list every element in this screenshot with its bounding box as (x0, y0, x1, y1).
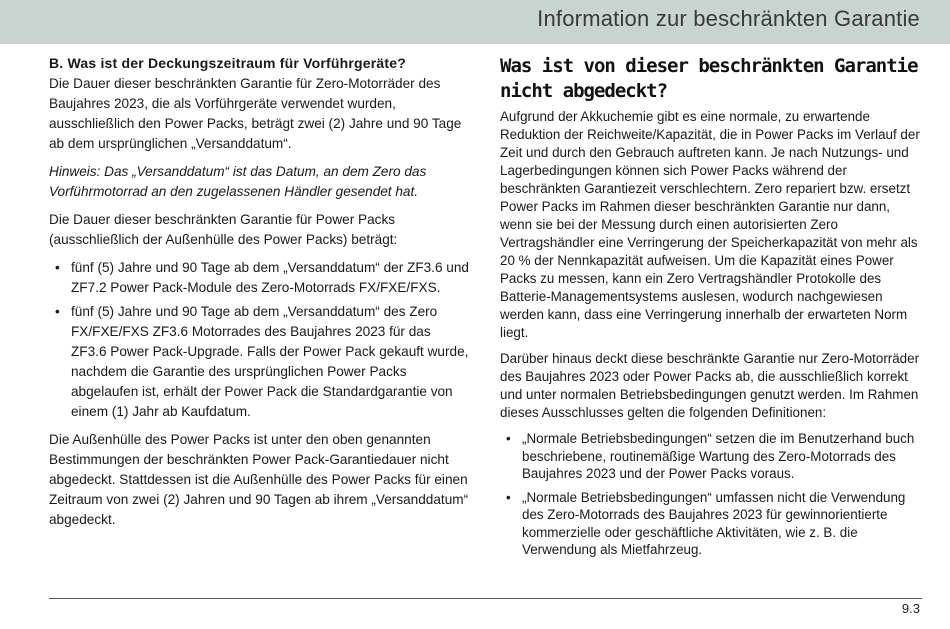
note-shipping-date: Hinweis: Das „Versanddatum“ ist das Datum, an dem Zero das Vorführmotorrad an den zugelassenen Händler gesendet hat. (49, 164, 427, 199)
list-item (49, 258, 469, 298)
page-header (0, 0, 950, 44)
bullet-icon: • (55, 260, 60, 275)
bullet-icon: • (506, 431, 511, 446)
list-item-text: „Normale Betriebsbedingungen“ setzen die im Benutzerhand buch beschriebene, routinemäßige Wartung des Zero-Motorrads des Baujahres 2023 und der Power Packs voraus. (522, 431, 915, 481)
header-title: Information zur beschränkten Garantie (537, 6, 920, 31)
list-item-text: fünf (5) Jahre und 90 Tage ab dem „Versanddatum“ des Zero FX/FXE/FXS ZF3.6 Motorrades des Baujahres 2023 für das ZF3.6 Power Pack-Upgrade. Falls der Power Pack gekauft wurde, nachdem die Garantie des ursprünglichen Power Packs abgelaufen ist, erhält der Power Pack die Standardgarantie von einem (1) Jahr ab Kaufdatum. (71, 304, 469, 419)
list-item (500, 489, 924, 559)
bullet-list-power-pack-terms (49, 258, 469, 422)
section-heading-demo-coverage: B. Was ist der Deckungszeitraum für Vorführgeräte? (49, 55, 406, 71)
list-item-text: fünf (5) Jahre und 90 Tage ab dem „Versanddatum“ der ZF3.6 und ZF7.2 Power Pack-Module des Zero-Motorrads FX/FXE/FXS. (71, 260, 469, 295)
bullet-icon: • (55, 304, 60, 319)
paragraph-battery-degradation: Aufgrund der Akkuchemie gibt es eine normale, zu erwartende Reduktion der Reichweite/Kapazität, die in Power Packs im Verlauf der Zeit und durch den Gebrauch auftreten kann. Je nach Nutzungs- und Lagerbedingungen können sich Power Packs während der beschränkten Garantiezeit verschlechtern. Zero repariert bzw. ersetzt Power Packs im Rahmen dieser beschränkten Garantie nur dann, wenn sie bei der Messung durch einen autorisierten Zero Vertragshändler eine Verringerung der Speicherkapazität von mehr als 20 % der Nennkapazität aufweisen. Um die Kapazität eines Power Packs zu messen, kann ein Zero Vertragshändler Protokolle des Batterie-Managementsystems auslesen, wodurch nachgewiesen werden kann, dass eine Verringerung innerhalb der erwarteten Norm liegt. (500, 109, 920, 340)
right-column (500, 54, 924, 567)
list-item (500, 430, 924, 483)
paragraph-outer-shell: Die Außenhülle des Power Packs ist unter den oben genannten Bestimmungen der beschränkten Power Pack-Garantiedauer nicht abgedeckt. Stattdessen ist die Außenhülle des Power Packs für einen Zeitraum von zwei (2) Jahren und 90 Tagen ab ihrem „Versanddatum“ abgedeckt. (49, 432, 469, 527)
bullet-list-definitions (500, 430, 924, 559)
left-column (49, 54, 469, 538)
paragraph-power-pack-duration: Die Dauer dieser beschränkten Garantie für Power Packs (ausschließlich der Außenhülle des Power Packs) beträgt: (49, 212, 398, 247)
list-item (49, 302, 469, 422)
list-item-text: „Normale Betriebsbedingungen“ umfassen nicht die Verwendung des Zero-Motorrads des Baujahres 2023 für gewinnorientierte kommerzielle oder geschäftliche Aktivitäten, wie z. B. die Verwendung als Mietfahrzeug. (522, 489, 906, 557)
bullet-icon: • (506, 489, 511, 505)
section-heading-not-covered: Was ist von dieser beschränkten Garantie nicht abgedeckt? (500, 55, 918, 102)
footer-divider (49, 598, 922, 599)
paragraph-demo-duration: Die Dauer dieser beschränkten Garantie für Zero-Motorräder des Baujahres 2023, die als Vorführgeräte verwendet wurden, ausschließlich den Power Packs, beträgt zwei (2) Jahre und 90 Tage ab dem ursprünglichen „Versanddatum“. (49, 76, 462, 151)
page-number: 9.3 (901, 601, 920, 616)
paragraph-normal-use: Darüber hinaus deckt diese beschränkte Garantie nur Zero-Motorräder des Baujahres 2023 oder Power Packs ab, die ausschließlich korrekt und unter normalen Betriebsbedingungen genutzt werden. Im Rahmen dieses Ausschlusses gelten die folgenden Definitionen: (500, 351, 920, 420)
